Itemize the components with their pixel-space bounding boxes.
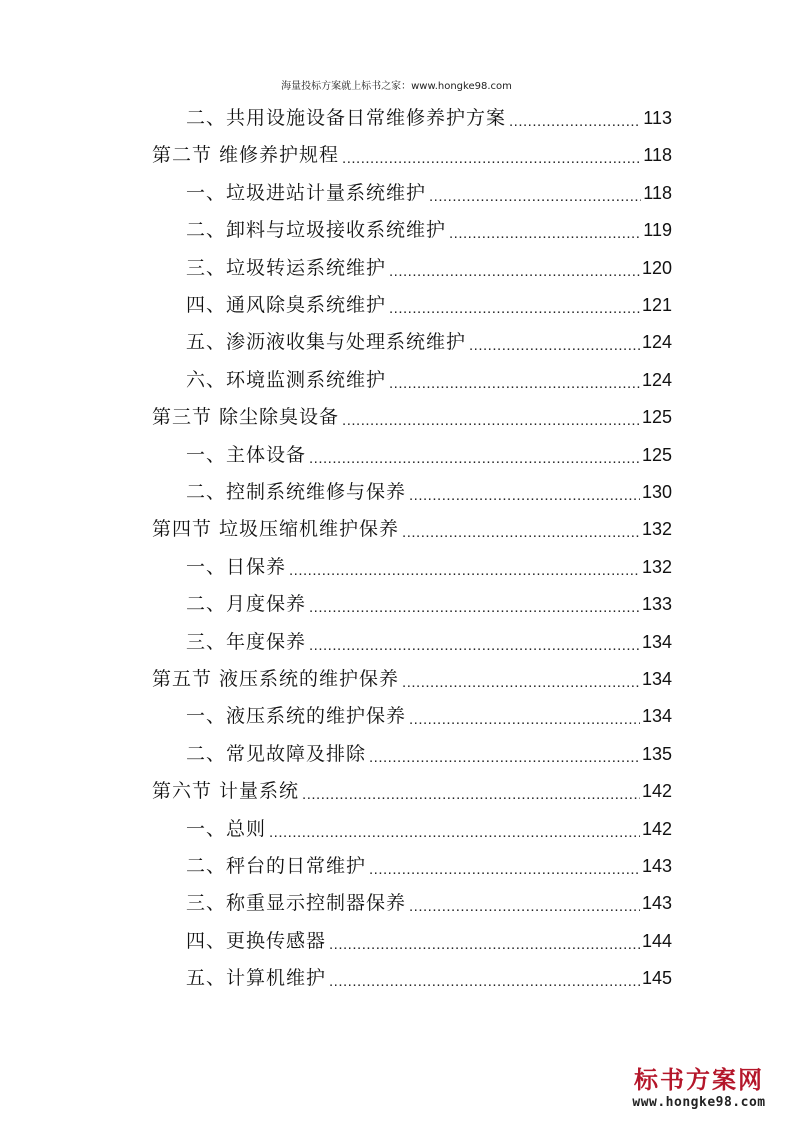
toc-page-number: 118 [643, 145, 672, 166]
toc-dot-leader [509, 111, 641, 133]
toc-entry-label: 二、控制系统维修与保养 [186, 481, 407, 503]
toc-page-number: 133 [641, 594, 672, 615]
toc-dot-leader [309, 635, 640, 657]
toc-entry-label: 五、渗沥液收集与处理系统维护 [186, 331, 467, 354]
watermark-logo [619, 1060, 779, 1110]
toc-entry-label: 三、年度保养 [186, 630, 307, 653]
toc-dot-leader [369, 747, 640, 769]
toc-dot-leader [409, 485, 640, 507]
toc-entry-label: 二、共用设施设备日常维修养护方案 [186, 107, 507, 129]
toc-page-number: 124 [641, 369, 672, 390]
toc-dot-leader [342, 148, 641, 170]
toc-item-entry[interactable] [186, 926, 672, 956]
toc-section-entry[interactable] [152, 140, 672, 170]
toc-item-entry[interactable] [186, 327, 672, 357]
toc-entry-label: 第六节 计量系统 [152, 780, 300, 803]
toc-dot-leader [309, 448, 640, 470]
toc-item-entry[interactable] [186, 739, 672, 769]
toc-item-entry[interactable] [186, 477, 672, 507]
toc-page-number: 144 [641, 930, 672, 951]
toc-entry-label: 一、日保养 [186, 555, 287, 578]
toc-page-number: 145 [641, 968, 672, 989]
toc-page-number: 134 [641, 631, 672, 652]
toc-dot-leader [269, 822, 640, 844]
toc-dot-leader [409, 896, 640, 918]
toc-page-number: 124 [641, 332, 672, 353]
toc-section-entry[interactable] [152, 514, 672, 544]
toc-page-number: 130 [641, 482, 672, 502]
toc-entry-label: 二、常见故障及排除 [186, 742, 367, 765]
toc-page-number: 119 [643, 220, 672, 241]
toc-page-number: 125 [641, 444, 672, 465]
toc-entry-label: 第三节 除尘除臭设备 [152, 406, 340, 429]
toc-page-number: 121 [641, 295, 672, 315]
toc-dot-leader [329, 971, 640, 993]
toc-page-number: 134 [641, 706, 672, 727]
toc-item-entry[interactable] [186, 851, 672, 881]
toc-dot-leader [402, 522, 640, 544]
toc-entry-label: 一、垃圾进站计量系统维护 [186, 181, 427, 204]
toc-entry-label: 二、月度保养 [186, 593, 307, 616]
page-header: 海量投标方案就上标书之家：www.hongke98.com [281, 81, 512, 92]
toc-item-entry[interactable] [186, 589, 672, 619]
toc-page-number: 134 [641, 669, 672, 689]
toc-entry-label: 三、垃圾转运系统维护 [186, 256, 387, 279]
toc-page-number: 132 [641, 519, 672, 540]
toc-dot-leader [369, 859, 640, 881]
watermark-url: www.hongke98.com [632, 1095, 766, 1110]
toc-dot-leader [409, 709, 640, 731]
toc-page-number: 118 [643, 182, 672, 203]
toc-item-entry[interactable] [186, 103, 672, 133]
toc-page-number: 142 [641, 818, 672, 839]
toc-item-entry[interactable] [186, 290, 672, 320]
toc-section-entry[interactable] [152, 664, 672, 694]
toc-item-entry[interactable] [186, 814, 672, 844]
toc-entry-label: 二、卸料与垃圾接收系统维护 [186, 219, 447, 242]
toc-dot-leader [429, 186, 641, 208]
toc-dot-leader [469, 335, 640, 357]
toc-item-entry[interactable] [186, 178, 672, 208]
toc-entry-label: 二、秤台的日常维护 [186, 855, 367, 877]
toc-entry-label: 第四节 垃圾压缩机维护保养 [152, 518, 400, 541]
toc-dot-leader [389, 261, 640, 283]
toc-item-entry[interactable] [186, 215, 672, 245]
toc-item-entry[interactable] [186, 552, 672, 582]
toc-item-entry[interactable] [186, 888, 672, 918]
toc-item-entry[interactable] [186, 253, 672, 283]
toc-dot-leader [302, 784, 640, 806]
toc-dot-leader [309, 597, 640, 619]
watermark-title: 标书方案网 [634, 1066, 764, 1094]
toc-entry-label: 一、液压系统的维护保养 [186, 705, 407, 728]
toc-page-number: 143 [641, 893, 672, 914]
toc-entry-label: 一、主体设备 [186, 443, 307, 466]
toc-section-entry[interactable] [152, 402, 672, 432]
toc-section-entry[interactable] [152, 776, 672, 806]
toc-entry-label: 第五节 液压系统的维护保养 [152, 668, 400, 690]
toc-item-entry[interactable] [186, 365, 672, 395]
toc-entry-label: 五、计算机维护 [186, 967, 327, 990]
toc-page-number: 125 [641, 407, 672, 428]
toc-dot-leader [402, 672, 640, 694]
toc-page-number: 142 [641, 781, 672, 802]
toc-dot-leader [449, 223, 641, 245]
toc-dot-leader [342, 410, 640, 432]
toc-item-entry[interactable] [186, 963, 672, 993]
toc-item-entry[interactable] [186, 627, 672, 657]
toc-page-number: 135 [641, 743, 672, 764]
toc-entry-label: 一、总则 [186, 817, 267, 840]
toc-dot-leader [329, 934, 640, 956]
toc-dot-leader [389, 298, 640, 320]
toc-item-entry[interactable] [186, 440, 672, 470]
toc-page-number: 113 [643, 108, 672, 128]
toc-entry-label: 第二节 维修养护规程 [152, 144, 340, 167]
toc-page-number: 132 [641, 556, 672, 577]
toc-page-number: 143 [641, 856, 672, 876]
toc-entry-label: 三、称重显示控制器保养 [186, 892, 407, 915]
toc-entry-label: 四、通风除臭系统维护 [186, 294, 387, 316]
toc-entry-label: 六、环境监测系统维护 [186, 368, 387, 391]
toc-page-number: 120 [641, 257, 672, 278]
toc-dot-leader [389, 373, 640, 395]
toc-item-entry[interactable] [186, 701, 672, 731]
toc-dot-leader [289, 560, 640, 582]
toc-entry-label: 四、更换传感器 [186, 929, 327, 952]
